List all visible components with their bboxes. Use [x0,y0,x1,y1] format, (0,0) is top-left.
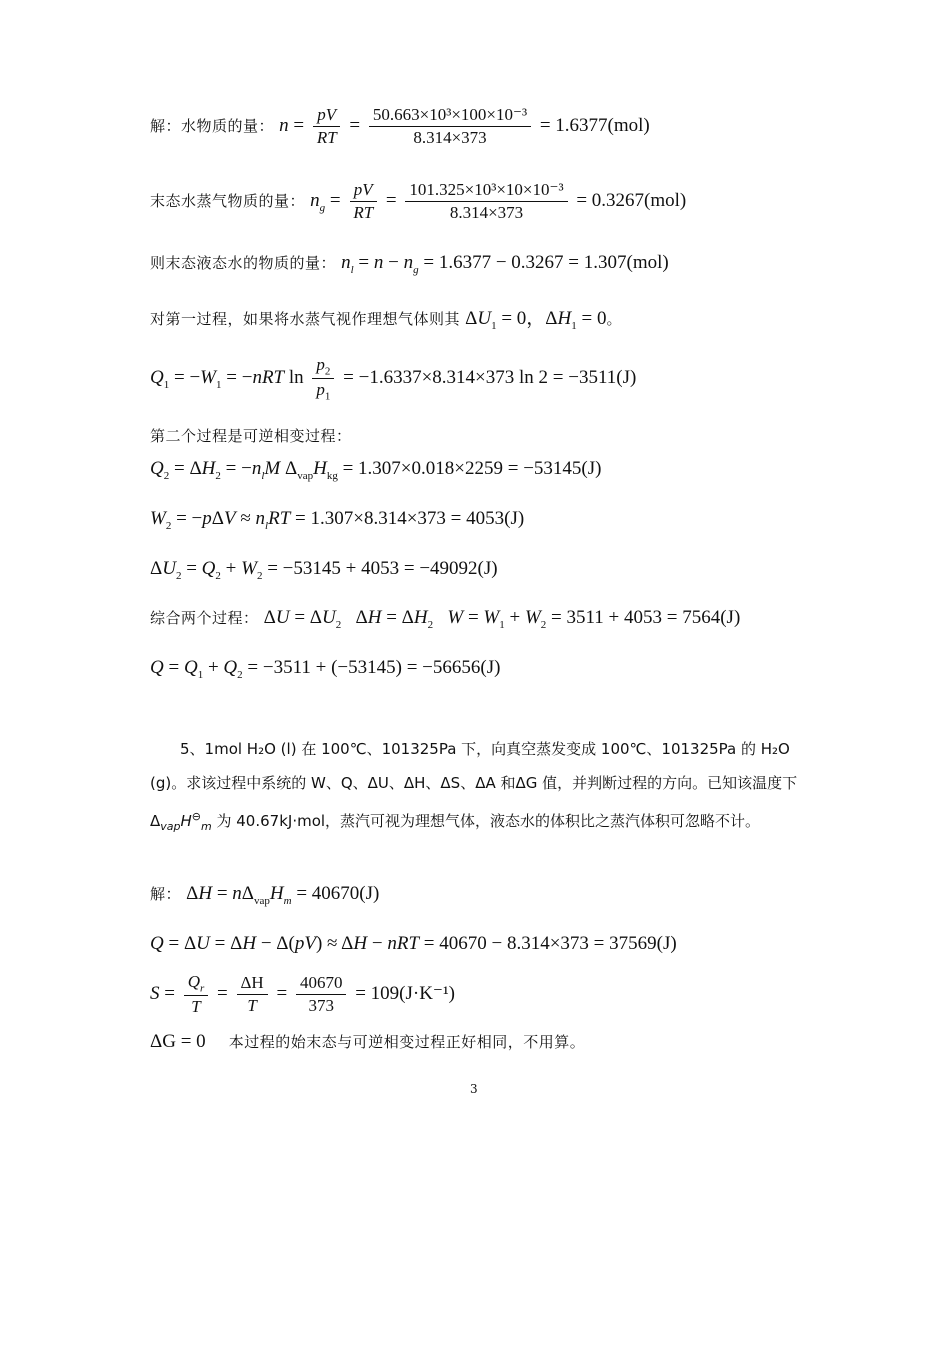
equation-q-du: Q = ΔU = ΔH − Δ(pV) ≈ ΔH − nRT = 40670 − 8.314×373 = 37569(J) [150,933,677,954]
equation-dh: 解： $\Delta H = n\Delta_{vap}H_m = 40670(J)$ [150,883,380,907]
equation-s: S = $\frac{Q_r}{T}$ = $\frac{\Delta H}{T}$ = $\frac{40670}{373}$ = 109(J·K⁻¹) [150,972,455,1017]
equation-q: $Q = Q_1 + Q_2 = -3511 + (-53145) = -56656(J)$ [150,657,501,681]
page-number: 3 [470,1082,478,1096]
equation-nl: 则末态液态水的物质的量： $n_l = n - n_g = 1.6377 - 0.3267 = 1.307(mol)$ [150,252,669,276]
equation-q1: $Q_1 = -W_1 = -nRT$ ln $\frac{p_2}{p_1}$ = −1.6337×8.314×373 ln 2 = −3511(J) [150,355,637,403]
equation-dg: ΔG = 0 本过程的始末态与可逆相变过程正好相同，不用算。 [150,1031,586,1052]
label: 末态水蒸气物质的量： [150,191,306,210]
equation-n: 解：水物质的量： n = $\frac{pV}{RT}$ = $\frac{\text{50.663×10³×100×10⁻³}}{8.314\times 373}$ = 1.6377(mol) [150,105,650,147]
equation-combined: 综合两个过程： $\Delta U = \Delta U_2$ $\Delta H = \Delta H_2$ $W = W_1 + W_2 = 3511 + 4053 = 7564(J)$ [150,607,741,631]
problem-5-text: 5、1mol H₂O (l) 在 100℃、101325Pa 下，向真空蒸发变成 100℃、101325Pa 的 H₂O (g)。求该过程中系统的 W、Q、ΔU、ΔH、ΔS、ΔA 和ΔG 值，并判断过程的方向。已知该温度下 $\Delta_{vap}H^⊖_m$ 为 40.67kJ·mol，蒸汽可视为理想气体，液态水的体积比之蒸汽体积可忽略不计。 [150,740,798,833]
second-process-text: 第二个过程是可逆相变过程： [150,427,352,445]
equation-du2: $\Delta U_2 = Q_2 + W_2 = -53145 + 4053 = -49092(J)$ [150,558,498,582]
equation-q2: $Q_2 = \Delta H_2 = -n_lM$ $\Delta_{vap}H_{kg} = 1.307\times 0.018\times 2259 = -53145(J)$ [150,458,602,482]
equation-ng: 末态水蒸气物质的量： $n_g$ = $\frac{pV}{RT}$ = $\frac{\text{101.325×10³×10×10⁻³}}{8.314\times 373}$ = 0.3267(mol) [150,180,687,222]
equation-w2: $W_2 = -p\Delta V \approx n_lRT = 1.307\times 8.314\times 373 = 4053(J)$ [150,508,525,532]
label: 解：水物质的量： [150,116,275,135]
first-process-text: 对第一过程，如果将水蒸气视作理想气体则其 $\Delta U_1 = 0$，$\Delta H_1 = 0$。 [150,308,622,332]
